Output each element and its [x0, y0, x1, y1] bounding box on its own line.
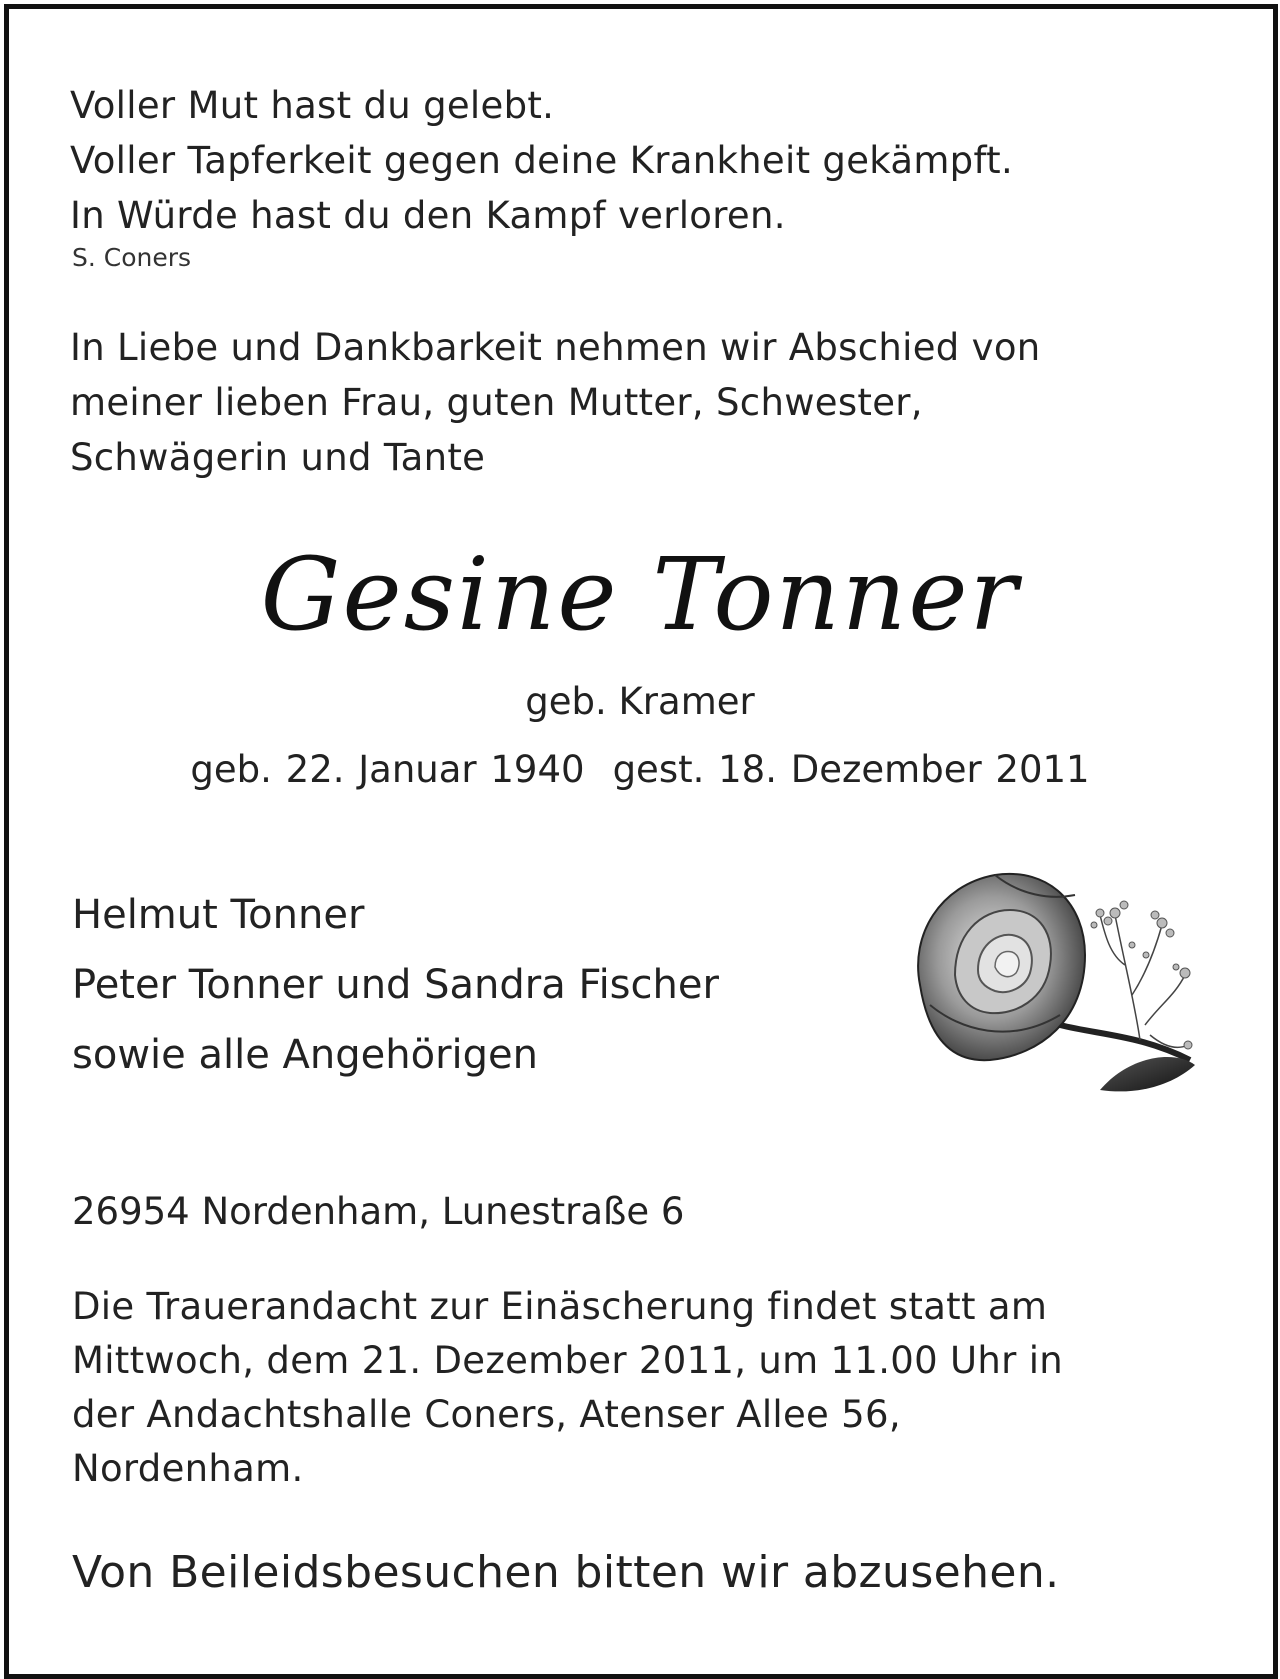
- life-dates: [0, 748, 1280, 791]
- service-line: der Andachtshalle Coners, Atenser Allee 56,: [72, 1393, 901, 1436]
- deceased-name: Gesine Tonner: [260, 536, 1020, 653]
- birth-date: geb. 22. Januar 1940: [190, 748, 585, 791]
- maiden-name: geb. Kramer: [525, 680, 755, 723]
- mourner-name: Peter Tonner und Sandra Fischer: [72, 962, 719, 1008]
- intro-text: [70, 320, 1041, 485]
- service-line: Nordenham.: [72, 1447, 304, 1490]
- service-line: Mittwoch, dem 21. Dezember 2011, um 11.00 Uhr in: [72, 1339, 1064, 1382]
- intro-line: Schwägerin und Tante: [70, 436, 486, 479]
- poem-author: S. Coners: [72, 243, 192, 272]
- poem-line: Voller Mut hast du gelebt.: [70, 84, 555, 127]
- intro-line: In Liebe und Dankbarkeit nehmen wir Abschied von: [70, 326, 1041, 369]
- mourner-name: Helmut Tonner: [72, 892, 365, 938]
- poem-line: Voller Tapferkeit gegen deine Krankheit gekämpft.: [70, 139, 1014, 182]
- death-date: gest. 18. Dezember 2011: [612, 748, 1090, 791]
- rose-icon: [900, 855, 1200, 1095]
- mourners-list: [72, 880, 719, 1090]
- poem: [70, 78, 1013, 243]
- mourner-name: sowie alle Angehörigen: [72, 1032, 538, 1078]
- poem-line: In Würde hast du den Kampf verloren.: [70, 194, 786, 237]
- service-line: Die Trauerandacht zur Einäscherung findet statt am: [72, 1285, 1048, 1328]
- address: 26954 Nordenham, Lunestraße 6: [72, 1190, 685, 1233]
- intro-line: meiner lieben Frau, guten Mutter, Schwester,: [70, 381, 923, 424]
- service-info: [72, 1280, 1063, 1496]
- closing-note: Von Beileidsbesuchen bitten wir abzusehen.: [72, 1547, 1060, 1598]
